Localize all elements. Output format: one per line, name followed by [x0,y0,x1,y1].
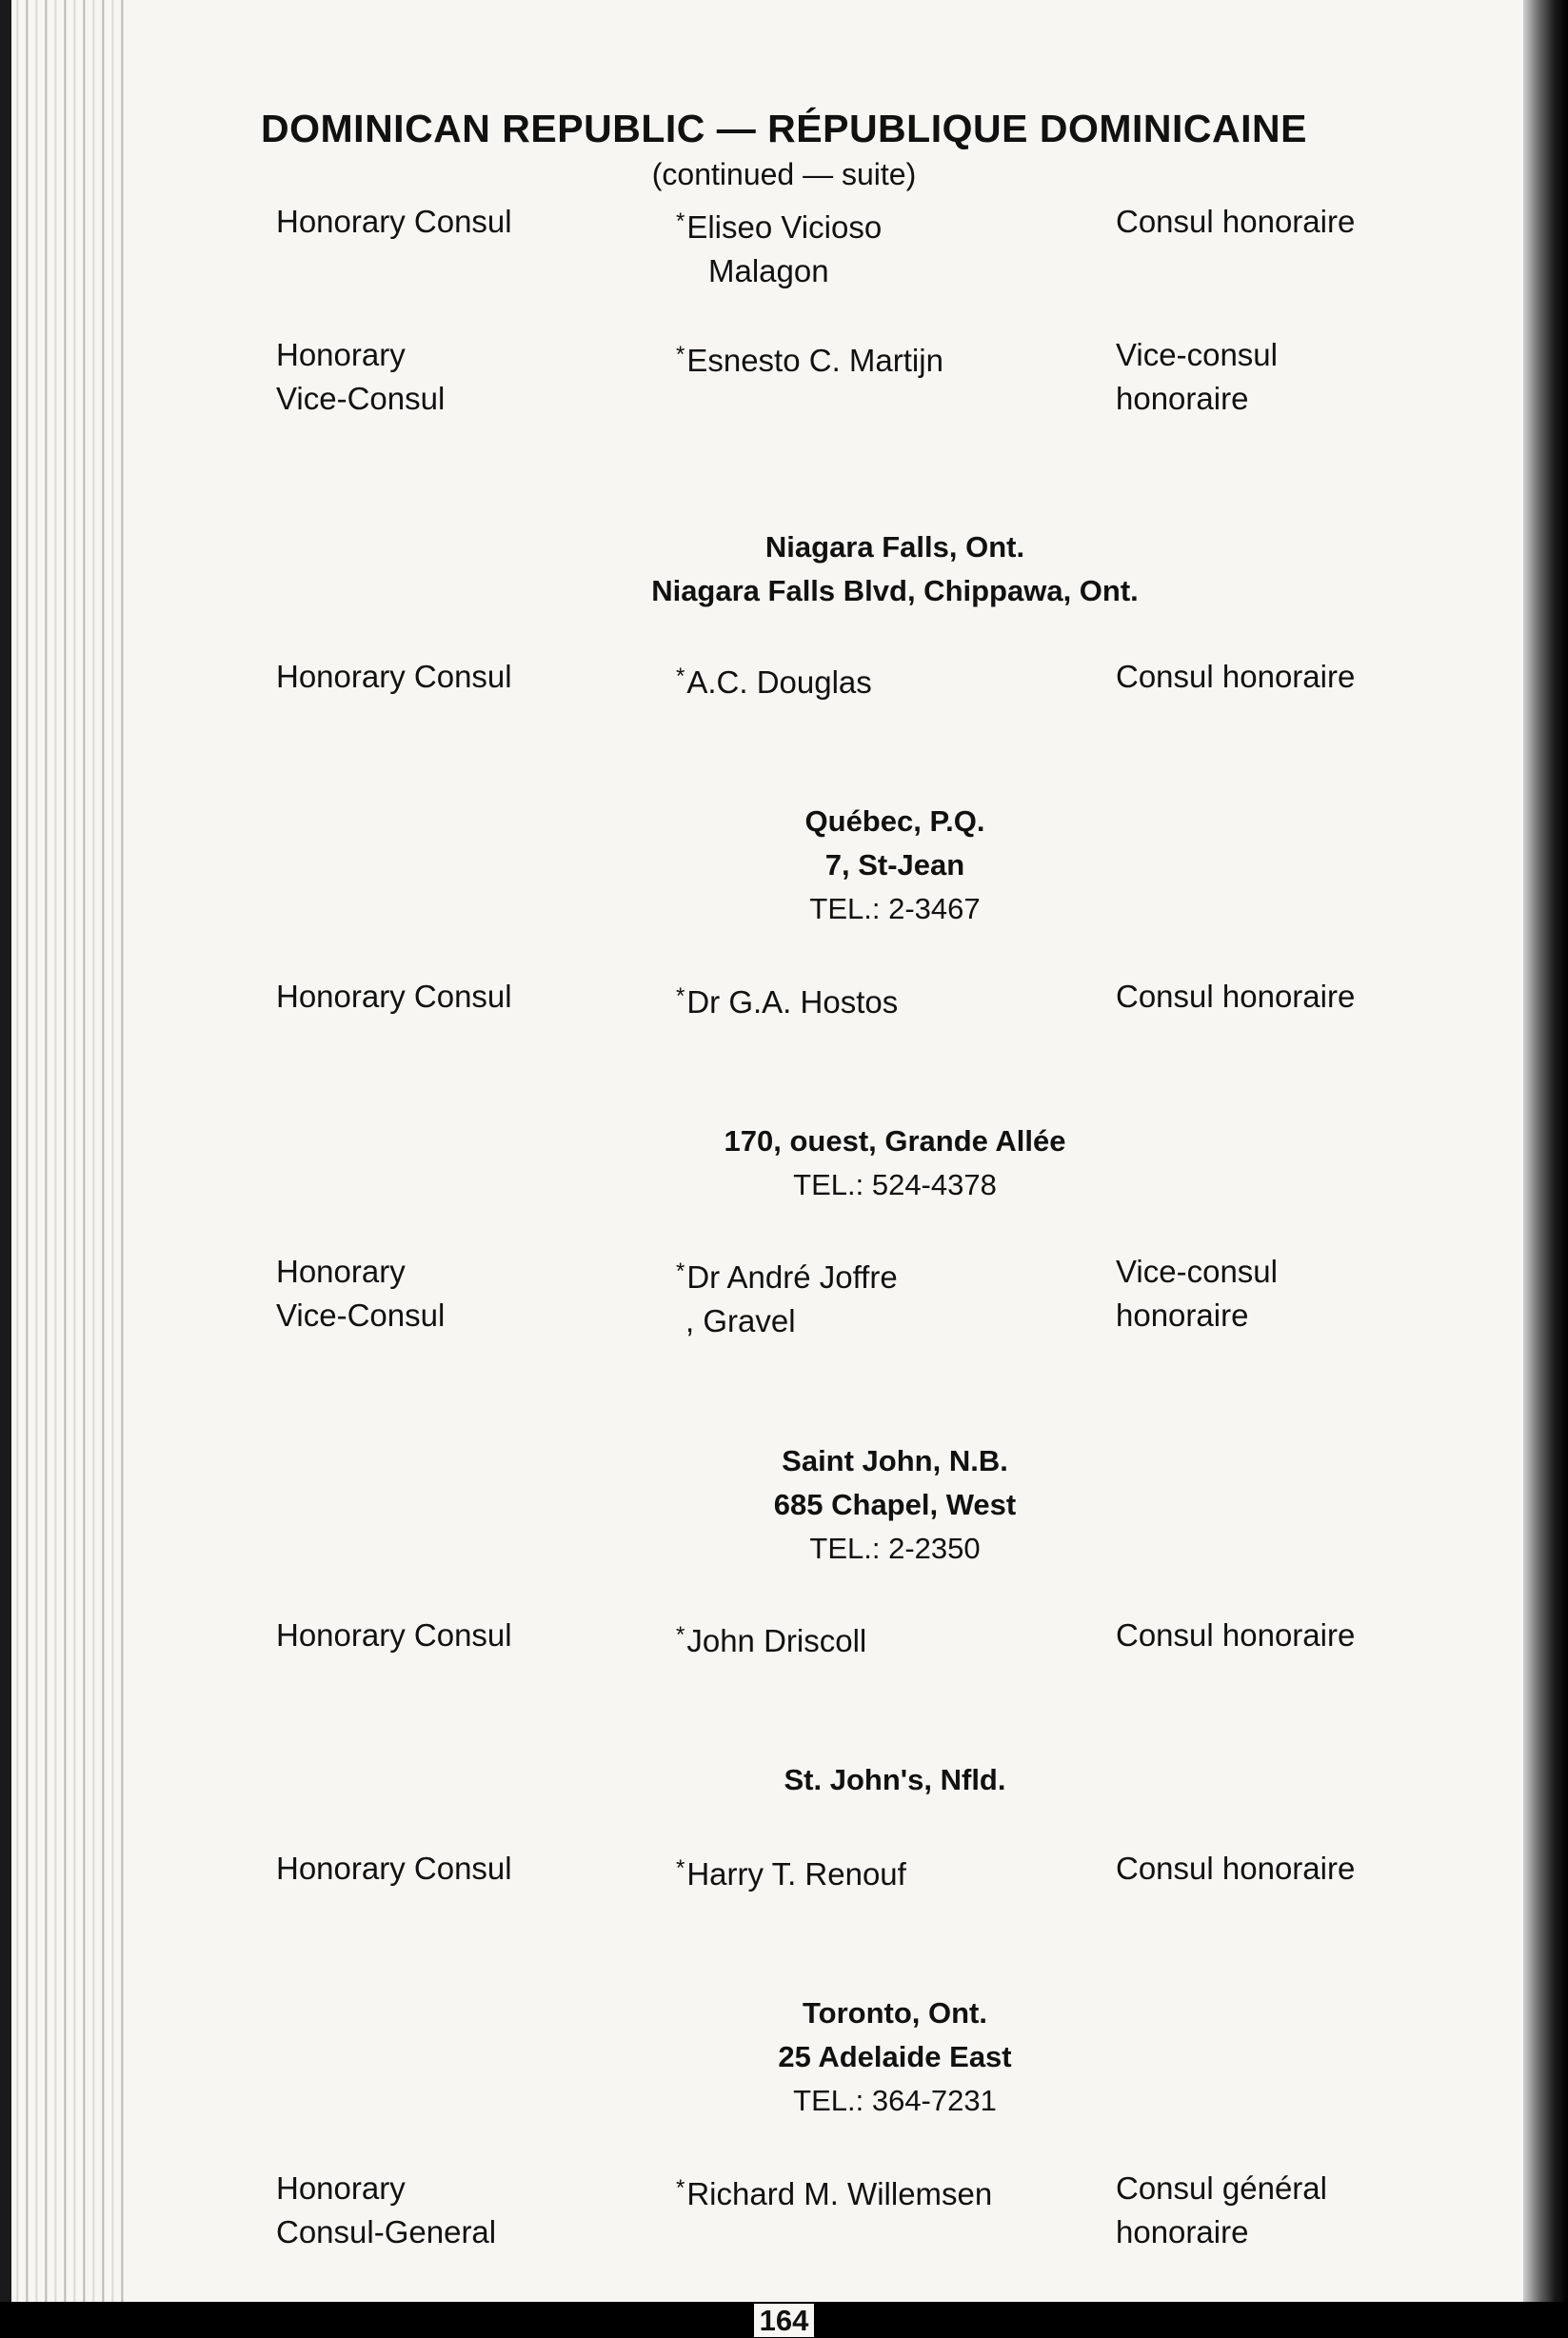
location-line: 170, ouest, Grande Allée [724,1124,1066,1158]
name-line: Eliseo Vicioso [686,209,883,245]
title-english [276,655,638,699]
asterisk-marker: * [676,1622,685,1648]
title-french-line: Consul honoraire [1116,979,1356,1014]
title-french-line: Consul général [1116,2170,1327,2206]
asterisk-marker: * [676,1258,685,1284]
title-french [1116,1614,1516,1657]
asterisk-marker: * [676,342,685,367]
title-english-line: Honorary [276,2170,406,2206]
page-binding-shadow [0,0,124,2304]
title-french [1116,333,1516,421]
title-french [1116,975,1516,1019]
name-line: Dr André Joffre [686,1259,898,1295]
name-line: Richard M. Willemsen [686,2176,993,2211]
asterisk-marker: * [676,1855,685,1881]
location-line: 25 Adelaide East [778,2040,1012,2073]
title-english-line: Vice-Consul [276,381,446,416]
name-line: Esnesto C. Martijn [686,343,943,378]
title-french-line: Consul honoraire [1116,204,1356,239]
title-english [276,2167,638,2254]
title-english-line: Consul-General [276,2214,497,2249]
page-number [0,2304,1568,2338]
location-line: Niagara Falls, Ont. [764,530,1025,564]
location-line: TEL.: 2-2350 [809,1532,981,1565]
consul-name [676,975,1076,1024]
location-block [533,1439,1257,1571]
page-title: DOMINICAN REPUBLIC — RÉPUBLIQUE DOMINICAINE [261,107,1307,150]
title-english [276,975,638,1019]
title-french [1116,1847,1516,1891]
title-french-line: Consul honoraire [1116,659,1356,694]
title-english-line: Honorary Consul [276,1851,512,1886]
name-line: , Gravel [685,1303,796,1338]
consul-name [676,333,1076,383]
location-line: TEL.: 524-4378 [793,1168,997,1201]
name-line: Harry T. Renouf [686,1856,906,1892]
title-french [1116,2167,1516,2254]
location-block [533,800,1257,931]
title-english [276,200,638,244]
location-line: TEL.: 364-7231 [793,2084,997,2117]
title-french [1116,655,1516,699]
location-line: St. John's, Nfld. [784,1763,1006,1796]
title-english-line: Vice-Consul [276,1298,446,1333]
title-french [1116,1250,1516,1337]
name-line: Malagon [708,253,829,288]
title-french-line: Vice-consul [1116,337,1278,372]
title-english-line: Honorary Consul [276,1617,512,1653]
page-subtitle: (continued — suite) [651,157,917,191]
location-line: TEL.: 2-3467 [809,892,981,925]
page-right-edge [1523,0,1568,2338]
title-french-line: honoraire [1116,381,1249,416]
consul-name [676,1847,1076,1896]
name-line: Dr G.A. Hostos [686,984,899,1020]
title-french-line: Consul honoraire [1116,1851,1356,1886]
title-english-line: Honorary [276,337,406,372]
consul-name [676,1250,1076,1343]
location-line: Québec, P.Q. [804,804,985,838]
consul-name [676,2167,1076,2216]
location-line: Toronto, Ont. [803,1996,987,2030]
location-line: Niagara Falls Blvd, Chippawa, Ont. [651,574,1139,607]
title-french [1116,200,1516,244]
location-block [533,1991,1257,2123]
title-english [276,1847,638,1891]
title-english-line: Honorary Consul [276,204,512,239]
page-number-text: 164 [754,2304,815,2337]
location-block [533,525,1257,613]
name-line: John Driscoll [686,1623,867,1658]
asterisk-marker: * [676,2175,685,2201]
asterisk-marker: * [676,208,685,234]
location-line: Saint John, N.B. [782,1444,1008,1477]
location-line: 685 Chapel, West [773,1488,1017,1521]
asterisk-marker: * [676,983,685,1009]
consul-name [676,200,1076,293]
asterisk-marker: * [676,664,685,689]
page-binding-edge [0,0,11,2338]
title-english [276,1614,638,1657]
title-french-line: Consul honoraire [1116,1617,1356,1653]
consul-name [676,655,1076,704]
title-english [276,333,638,421]
title-english [276,1250,638,1337]
title-english-line: Honorary [276,1254,406,1289]
location-block [533,1119,1257,1207]
name-line: A.C. Douglas [686,664,872,700]
title-english-line: Honorary Consul [276,659,512,694]
consul-name [676,1614,1076,1663]
title-english-line: Honorary Consul [276,979,512,1014]
title-french-line: honoraire [1116,2214,1249,2249]
title-french-line: Vice-consul [1116,1254,1278,1289]
title-french-line: honoraire [1116,1298,1249,1333]
location-block [533,1758,1257,1802]
location-line: 7, St-Jean [824,848,965,882]
